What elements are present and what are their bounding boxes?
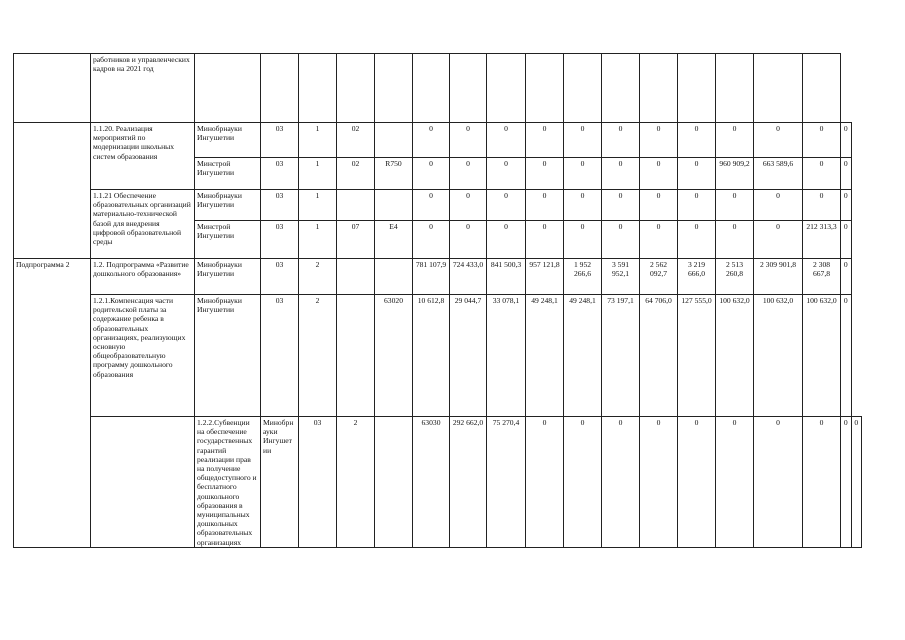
value-cell: 0 xyxy=(803,417,841,548)
measure-name: 1.2.2.Субвенции на обеспечение государственных гарантий реализации прав на получение общедоступного и бесплатного дошкольного образования в муниципальных дошкольных образовательных организациях xyxy=(195,417,261,548)
value-cell: 0 xyxy=(564,158,602,190)
value-cell: 0 xyxy=(450,123,487,158)
value-cell: 781 107,9 xyxy=(413,259,450,295)
value-cell: 0 xyxy=(803,158,841,190)
pp-cell: 1 xyxy=(299,190,337,221)
value-cell: 0 xyxy=(526,221,564,259)
om-cell xyxy=(337,259,375,295)
value-cell: 100 632,0 xyxy=(754,295,803,417)
executor-cell: Минобрнауки Ингушетии xyxy=(195,259,261,295)
value-cell: 0 xyxy=(851,417,862,548)
executor-cell: Минобрнауки Ингушетии xyxy=(195,190,261,221)
table-cell xyxy=(337,54,375,123)
value-cell: 0 xyxy=(841,190,852,221)
value-cell: 0 xyxy=(413,190,450,221)
table-cell xyxy=(14,123,91,259)
table-cell xyxy=(602,54,640,123)
table-cell xyxy=(754,54,803,123)
cs-cell: 63030 xyxy=(413,417,450,548)
value-cell: 0 xyxy=(487,123,526,158)
value-cell: 0 xyxy=(841,259,852,295)
value-cell: 0 xyxy=(678,221,716,259)
value-cell: 0 xyxy=(640,221,678,259)
subprogram-label: Подпрограмма 2 xyxy=(14,259,91,548)
pp-cell: 2 xyxy=(299,259,337,295)
table-row xyxy=(14,54,862,123)
pp-cell: 1 xyxy=(299,123,337,158)
om-cell: 02 xyxy=(337,123,375,158)
value-cell: 100 632,0 xyxy=(803,295,841,417)
value-cell: 0 xyxy=(487,221,526,259)
value-cell: 64 706,0 xyxy=(640,295,678,417)
value-cell: 957 121,8 xyxy=(526,259,564,295)
value-cell: 3 219 666,0 xyxy=(678,259,716,295)
table-row xyxy=(14,417,862,548)
table-cell xyxy=(678,54,716,123)
om-cell: 02 xyxy=(337,158,375,190)
cs-cell xyxy=(375,259,413,295)
table-cell xyxy=(487,54,526,123)
executor-cell: Минобрнауки Ингушетии xyxy=(195,295,261,417)
value-cell: 0 xyxy=(526,417,564,548)
pp-cell: 2 xyxy=(337,417,375,548)
om-cell xyxy=(375,417,413,548)
value-cell: 0 xyxy=(841,417,852,548)
value-cell: 0 xyxy=(754,123,803,158)
value-cell: 10 612,8 xyxy=(413,295,450,417)
grbs-cell: 03 xyxy=(261,221,299,259)
table-row xyxy=(14,123,862,158)
value-cell: 0 xyxy=(450,158,487,190)
value-cell: 0 xyxy=(640,417,678,548)
value-cell: 0 xyxy=(526,123,564,158)
grbs-cell: 03 xyxy=(261,190,299,221)
value-cell: 0 xyxy=(564,190,602,221)
executor-cell: Минстрой Ингушетии xyxy=(195,158,261,190)
pp-cell: 2 xyxy=(299,295,337,417)
value-cell: 0 xyxy=(564,417,602,548)
measure-name: работников и управленческих кадров на 2021 год xyxy=(91,54,195,123)
value-cell: 0 xyxy=(754,221,803,259)
value-cell: 663 589,6 xyxy=(754,158,803,190)
grbs-cell: 03 xyxy=(261,158,299,190)
table-cell xyxy=(14,54,91,123)
table-row xyxy=(14,259,862,295)
value-cell: 960 909,2 xyxy=(716,158,754,190)
value-cell: 0 xyxy=(450,221,487,259)
value-cell: 0 xyxy=(716,190,754,221)
table-cell xyxy=(450,54,487,123)
value-cell: 0 xyxy=(564,123,602,158)
value-cell: 0 xyxy=(640,158,678,190)
value-cell: 0 xyxy=(754,417,803,548)
value-cell: 1 952 266,6 xyxy=(564,259,602,295)
value-cell: 75 270,4 xyxy=(487,417,526,548)
value-cell: 0 xyxy=(413,123,450,158)
table-cell xyxy=(375,54,413,123)
value-cell: 0 xyxy=(716,221,754,259)
table-cell xyxy=(526,54,564,123)
value-cell: 0 xyxy=(640,190,678,221)
value-cell: 0 xyxy=(803,123,841,158)
measure-name: 1.1.20. Реализация мероприятий по модернизации школьных систем образования xyxy=(91,123,195,190)
measure-name: 1.1.21 Обеспечение образовательных организаций материально-технической базой для внедрения цифровой образовательной среды xyxy=(91,190,195,259)
value-cell: 724 433,0 xyxy=(450,259,487,295)
table-cell xyxy=(640,54,678,123)
table-cell xyxy=(564,54,602,123)
grbs-cell: 03 xyxy=(261,259,299,295)
value-cell: 0 xyxy=(526,158,564,190)
value-cell: 73 197,1 xyxy=(602,295,640,417)
value-cell: 0 xyxy=(716,123,754,158)
value-cell: 0 xyxy=(602,123,640,158)
value-cell: 2 308 667,8 xyxy=(803,259,841,295)
value-cell: 3 591 952,1 xyxy=(602,259,640,295)
table-row xyxy=(14,295,862,417)
value-cell: 0 xyxy=(640,123,678,158)
cs-cell: 63020 xyxy=(375,295,413,417)
grbs-cell: 03 xyxy=(299,417,337,548)
cs-cell xyxy=(375,190,413,221)
value-cell: 0 xyxy=(678,123,716,158)
value-cell: 0 xyxy=(413,158,450,190)
table-cell xyxy=(716,54,754,123)
table-cell xyxy=(803,54,841,123)
value-cell: 49 248,1 xyxy=(564,295,602,417)
value-cell: 127 555,0 xyxy=(678,295,716,417)
executor-cell: Минобрнауки Ингушетии xyxy=(195,123,261,158)
cs-cell: Е4 xyxy=(375,221,413,259)
value-cell: 29 044,7 xyxy=(450,295,487,417)
cs-cell xyxy=(375,123,413,158)
table-cell xyxy=(91,417,195,548)
table-row xyxy=(14,190,862,221)
value-cell: 0 xyxy=(602,190,640,221)
value-cell: 2 562 092,7 xyxy=(640,259,678,295)
value-cell: 0 xyxy=(841,158,852,190)
value-cell: 2 513 260,8 xyxy=(716,259,754,295)
value-cell: 0 xyxy=(602,417,640,548)
table-cell xyxy=(413,54,450,123)
value-cell: 100 632,0 xyxy=(716,295,754,417)
value-cell: 0 xyxy=(678,417,716,548)
pp-cell: 1 xyxy=(299,158,337,190)
table-cell xyxy=(261,54,299,123)
value-cell: 0 xyxy=(487,158,526,190)
value-cell: 0 xyxy=(716,417,754,548)
value-cell: 212 313,3 xyxy=(803,221,841,259)
measure-name: 1.2.1.Компенсация части родительской платы за содержание ребенка в образовательных организациях, реализующих основную общеобразовательную программу дошкольного образования xyxy=(91,295,195,417)
value-cell: 0 xyxy=(841,123,852,158)
value-cell: 0 xyxy=(803,190,841,221)
value-cell: 0 xyxy=(602,221,640,259)
value-cell: 33 078,1 xyxy=(487,295,526,417)
value-cell: 0 xyxy=(526,190,564,221)
budget-table xyxy=(13,53,862,548)
pp-cell: 1 xyxy=(299,221,337,259)
grbs-cell: 03 xyxy=(261,123,299,158)
value-cell: 0 xyxy=(754,190,803,221)
value-cell: 2 309 901,8 xyxy=(754,259,803,295)
value-cell: 292 662,0 xyxy=(450,417,487,548)
om-cell xyxy=(337,295,375,417)
table-cell xyxy=(195,54,261,123)
om-cell: 07 xyxy=(337,221,375,259)
value-cell: 49 248,1 xyxy=(526,295,564,417)
value-cell: 0 xyxy=(487,190,526,221)
value-cell: 0 xyxy=(450,190,487,221)
grbs-cell: 03 xyxy=(261,295,299,417)
value-cell: 841 500,3 xyxy=(487,259,526,295)
value-cell: 0 xyxy=(841,295,852,417)
executor-cell: Минстрой Ингушетии xyxy=(195,221,261,259)
value-cell: 0 xyxy=(678,158,716,190)
measure-name: 1.2. Подпрограмма «Развитие дошкольного образования» xyxy=(91,259,195,295)
value-cell: 0 xyxy=(602,158,640,190)
table-cell xyxy=(299,54,337,123)
value-cell: 0 xyxy=(841,221,852,259)
om-cell xyxy=(337,190,375,221)
value-cell: 0 xyxy=(413,221,450,259)
value-cell: 0 xyxy=(678,190,716,221)
executor-cell: Минобрнауки Ингушетии xyxy=(261,417,299,548)
cs-cell: R750 xyxy=(375,158,413,190)
value-cell: 0 xyxy=(564,221,602,259)
